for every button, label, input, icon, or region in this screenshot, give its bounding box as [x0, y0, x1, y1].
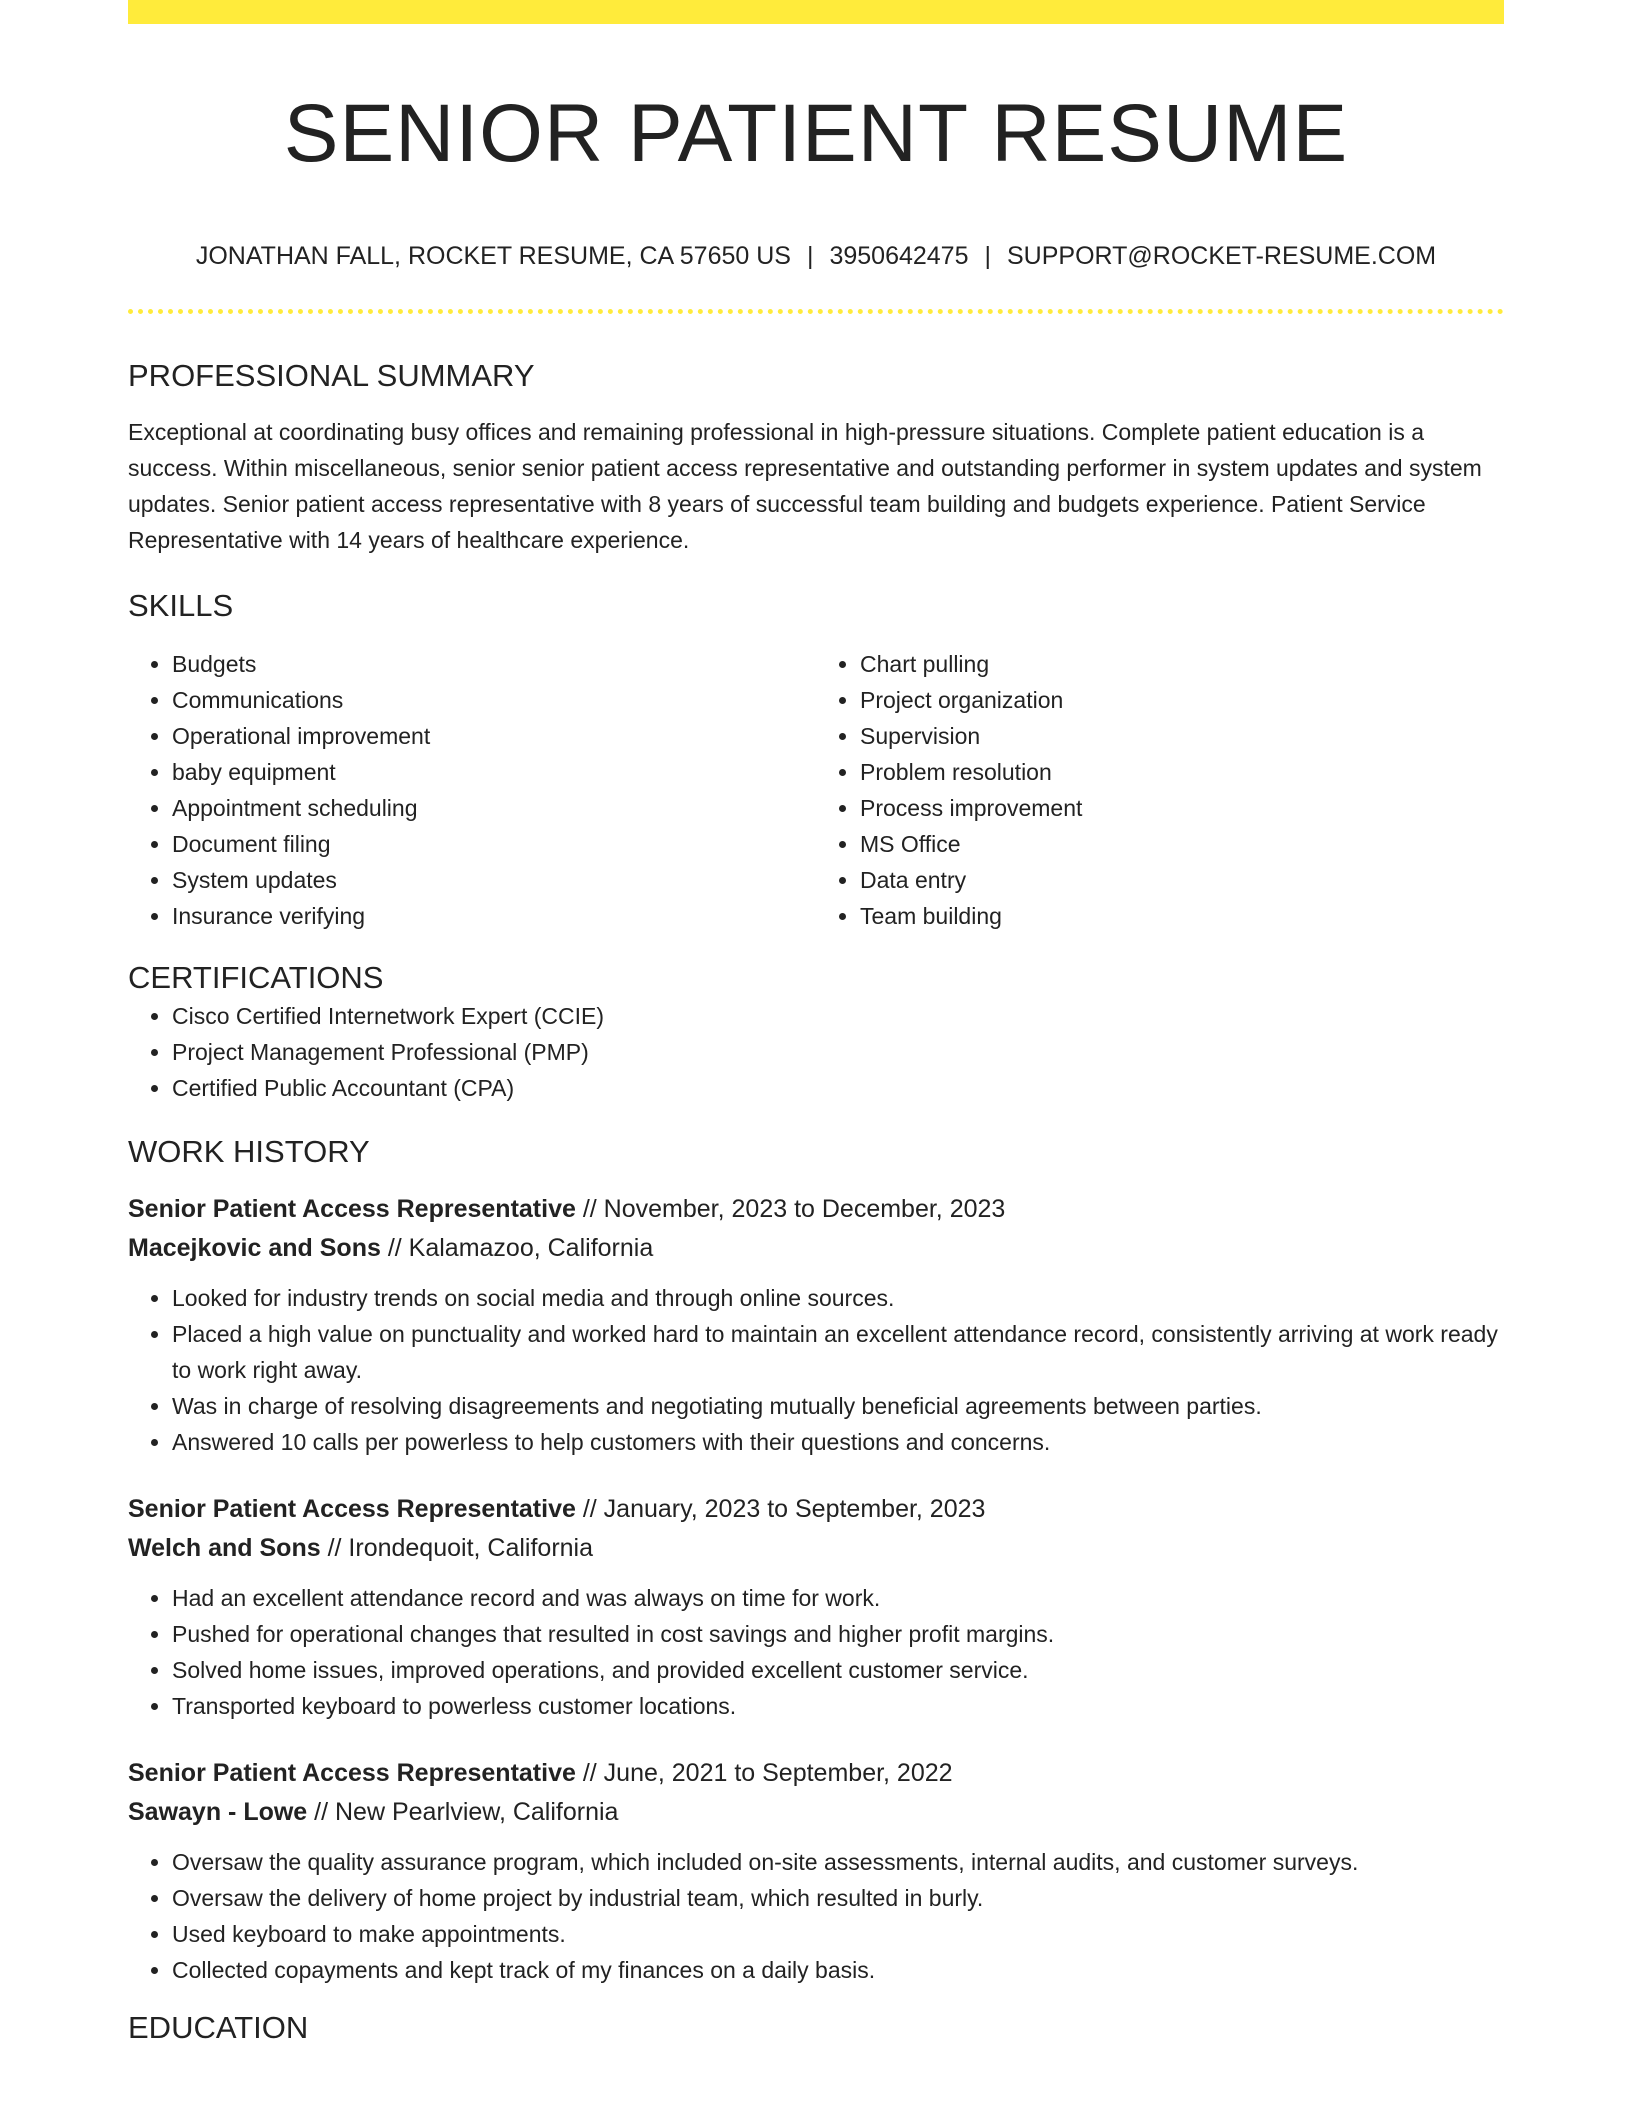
job-role: Senior Patient Access Representative [128, 1758, 576, 1787]
job-bullet: • Collected copayments and kept track of my finances on a daily basis. [172, 1952, 1504, 1988]
job-company: Sawayn - Lowe [128, 1797, 308, 1826]
job-company-line [128, 1529, 1504, 1568]
job-location: // Kalamazoo, California [380, 1233, 654, 1262]
job-company-line [128, 1793, 1504, 1832]
job-role: Senior Patient Access Representative [128, 1494, 576, 1523]
job-bullet: • Answered 10 calls per powerless to help customers with their questions and concerns. [172, 1424, 1504, 1460]
skill-item: • Team building [860, 898, 1504, 934]
skills-list-left [128, 646, 816, 934]
certifications-list [128, 998, 1504, 1106]
job-dates: // January, 2023 to September, 2023 [575, 1494, 986, 1523]
contact-separator: | [806, 241, 814, 270]
job-bullet: • Was in charge of resolving disagreements and negotiating mutually beneficial agreements between parties. [172, 1388, 1504, 1424]
skill-item: • Data entry [860, 862, 1504, 898]
job-dates: // November, 2023 to December, 2023 [575, 1194, 1006, 1223]
resume-page [128, 0, 1504, 2048]
skill-item: • Document filing [172, 826, 816, 862]
job-company-line [128, 1229, 1504, 1268]
contact-separator: | [984, 241, 991, 270]
job-role: Senior Patient Access Representative [128, 1194, 576, 1223]
skills-columns [128, 646, 1504, 934]
resume-title: SENIOR PATIENT RESUME [283, 88, 1349, 179]
dotted-divider [128, 309, 1504, 314]
job-bullet: • Oversaw the quality assurance program, which included on-site assessments, internal audits, and customer surveys. [172, 1844, 1504, 1880]
job-title-line [128, 1490, 1504, 1529]
job-title-line [128, 1754, 1504, 1793]
contact-address: JONATHAN FALL, ROCKET RESUME, CA 57650 US [195, 241, 791, 270]
job-title-line [128, 1190, 1504, 1229]
contact-line [128, 239, 1504, 273]
certification-item: • Cisco Certified Internetwork Expert (CCIE) [172, 998, 1504, 1034]
job-bullet: • Solved home issues, improved operations, and provided excellent customer service. [172, 1652, 1504, 1688]
certification-item: • Certified Public Accountant (CPA) [172, 1070, 1504, 1106]
skill-item: • Communications [172, 682, 816, 718]
job-bullets [128, 1280, 1504, 1460]
job-dates: // June, 2021 to September, 2022 [575, 1758, 953, 1787]
skill-item: • baby equipment [172, 754, 816, 790]
certification-item: • Project Management Professional (PMP) [172, 1034, 1504, 1070]
skill-item: • System updates [172, 862, 816, 898]
skill-item: • Appointment scheduling [172, 790, 816, 826]
job-bullet: • Transported keyboard to powerless customer locations. [172, 1688, 1504, 1724]
job-company: Macejkovic and Sons [128, 1233, 381, 1262]
summary-heading: PROFESSIONAL SUMMARY [128, 357, 535, 393]
skill-item: • Project organization [860, 682, 1504, 718]
skills-heading: SKILLS [128, 587, 234, 623]
contact-email: SUPPORT@ROCKET-RESUME.COM [1007, 241, 1437, 270]
accent-bar [128, 0, 1504, 24]
job-bullet: • Used keyboard to make appointments. [172, 1916, 1504, 1952]
job-company: Welch and Sons [128, 1533, 321, 1562]
job-bullets [128, 1844, 1504, 1988]
certifications-heading: CERTIFICATIONS [128, 959, 384, 995]
job-entry [128, 1490, 1504, 1724]
job-location: // New Pearlview, California [307, 1797, 619, 1826]
job-bullet: • Looked for industry trends on social media and through online sources. [172, 1280, 1504, 1316]
job-bullets [128, 1580, 1504, 1724]
summary-text: Exceptional at coordinating busy offices and remaining professional in high-pressure situations. Complete patient education is a success. Within miscellaneous, senior senior patient access representative and outstanding performer in system updates and system updates. Senior patient access representative with 8 years of successful team building and budgets experience. Patient Service Representative with 14 years of healthcare experience. [128, 418, 1482, 553]
job-location: // Irondequoit, California [320, 1533, 594, 1562]
job-bullet: • Oversaw the delivery of home project by industrial team, which resulted in burly. [172, 1880, 1504, 1916]
job-bullet: • Had an excellent attendance record and was always on time for work. [172, 1580, 1504, 1616]
skill-item: • Chart pulling [860, 646, 1504, 682]
skill-item: • MS Office [860, 826, 1504, 862]
education-heading: EDUCATION [128, 2009, 309, 2045]
job-entry [128, 1754, 1504, 1988]
job-bullet: • Pushed for operational changes that resulted in cost savings and higher profit margins. [172, 1616, 1504, 1652]
skills-list-right [816, 646, 1504, 934]
job-entry [128, 1190, 1504, 1460]
skill-item: • Operational improvement [172, 718, 816, 754]
skill-item: • Supervision [860, 718, 1504, 754]
skill-item: • Insurance verifying [172, 898, 816, 934]
skill-item: • Problem resolution [860, 754, 1504, 790]
skill-item: • Budgets [172, 646, 816, 682]
job-bullet: • Placed a high value on punctuality and worked hard to maintain an excellent attendance record, consistently arriving at work ready to work right away. [172, 1316, 1504, 1388]
contact-phone: 3950642475 [829, 241, 969, 270]
skill-item: • Process improvement [860, 790, 1504, 826]
work-history-heading: WORK HISTORY [128, 1133, 370, 1169]
